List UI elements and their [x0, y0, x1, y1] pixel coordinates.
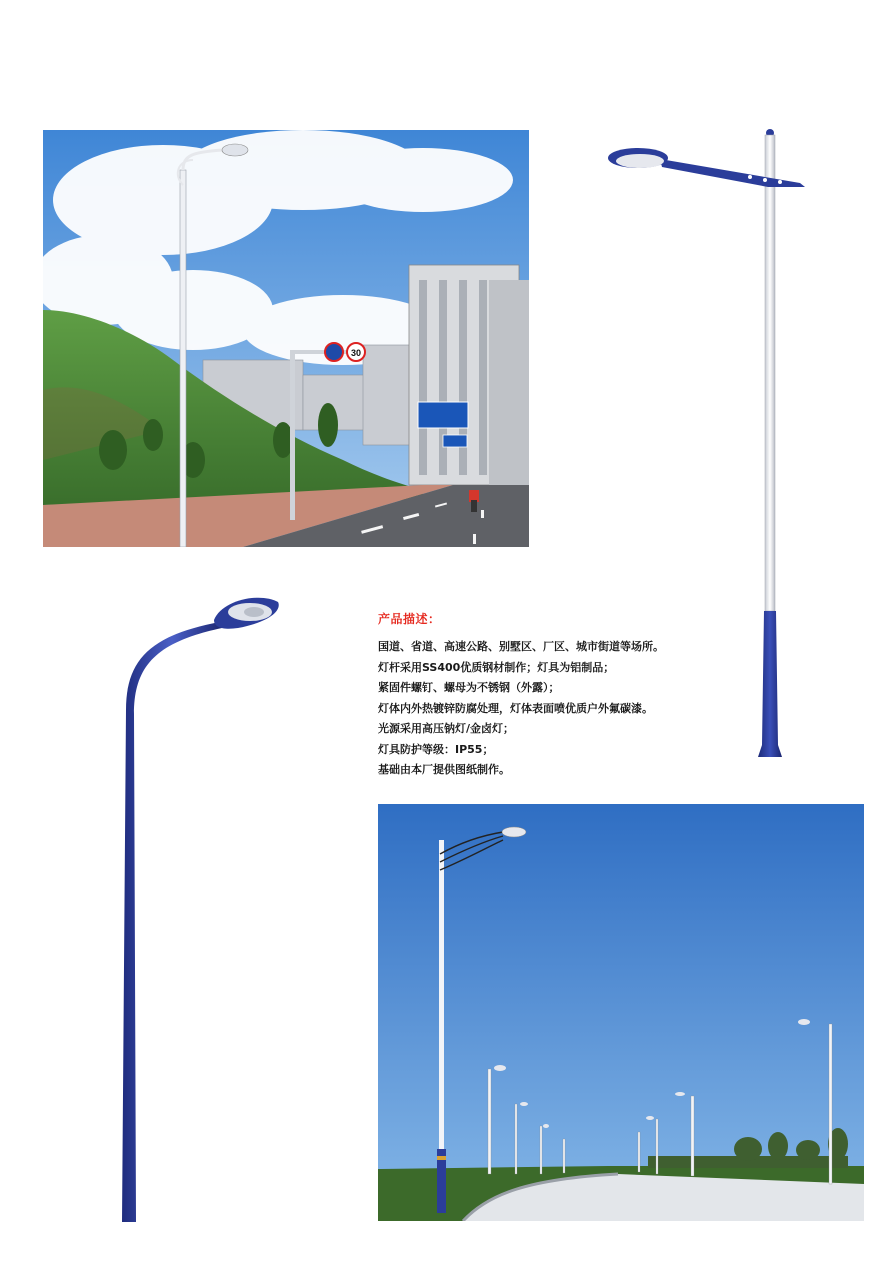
description-line: 基础由本厂提供图纸制作。	[378, 763, 510, 776]
street-light-photo-road	[43, 130, 529, 547]
description-line: 灯具防护等级：IP55；	[378, 742, 494, 756]
description-line: 灯杆采用SS400优质钢材制作；灯具为铝制品；	[378, 660, 615, 674]
description-line: 紧固件螺钉、螺母为不锈钢（外露）；	[378, 681, 560, 694]
apartment-tower	[409, 265, 529, 485]
pole-upper-white	[765, 135, 775, 611]
curved-pole-illustration	[110, 590, 290, 1230]
street-light-photo-sky	[378, 804, 864, 1221]
speed-limit-number: 30	[350, 348, 362, 358]
product-description	[378, 610, 758, 781]
pole-base-blue	[758, 611, 782, 757]
description-line: 灯体内外热镀锌防腐处理，灯体表面喷优质户外氟碳漆。	[378, 701, 653, 715]
description-line: 国道、省道、高速公路、别墅区、厂区、城市街道等场所。	[378, 640, 664, 653]
curved-pole-body	[122, 622, 222, 1222]
no-parking-sign	[325, 343, 343, 361]
description-title: 产品描述：	[378, 612, 441, 626]
description-line: 光源采用高压钠灯/金卤灯；	[378, 722, 515, 735]
lamp-arm	[660, 159, 805, 187]
